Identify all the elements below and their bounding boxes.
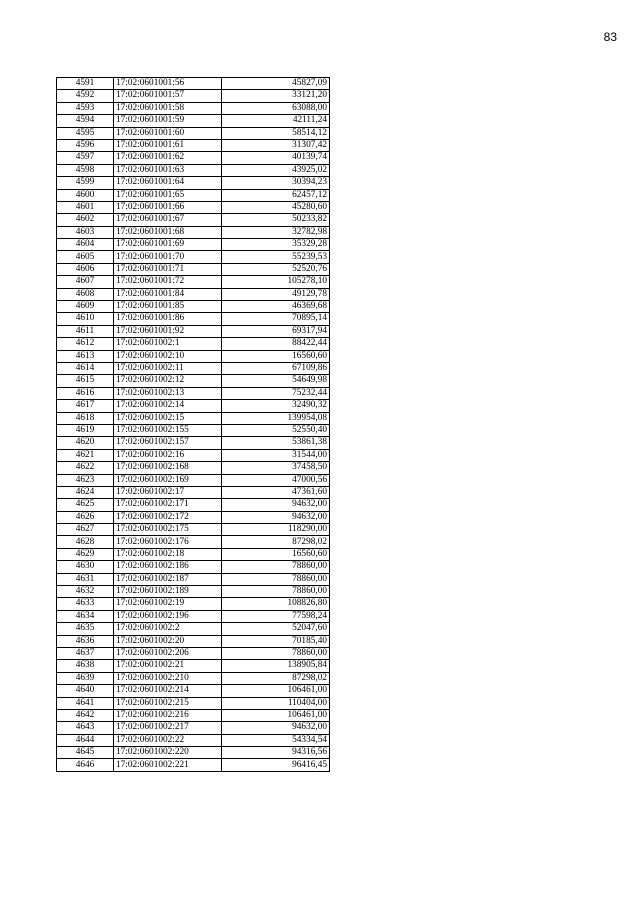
cadastral-number-cell: 17:02:0601002:216 — [114, 709, 222, 721]
cadastral-number-cell: 17:02:0601001:66 — [114, 201, 222, 213]
cadastral-value-cell: 58514,12 — [222, 127, 330, 139]
row-number-cell: 4609 — [57, 301, 114, 313]
cadastral-number-cell: 17:02:0601001:62 — [114, 152, 222, 164]
cadastral-number-cell: 17:02:0601002:17 — [114, 486, 222, 498]
cadastral-number-cell: 17:02:0601002:187 — [114, 573, 222, 585]
row-number-cell: 4622 — [57, 462, 114, 474]
table-row — [57, 548, 330, 560]
cadastral-number-cell: 17:02:0601001:65 — [114, 189, 222, 201]
cadastral-value-cell: 47361,60 — [222, 486, 330, 498]
table-row — [57, 709, 330, 721]
cadastral-number-cell: 17:02:0601002:22 — [114, 734, 222, 746]
table-row — [57, 251, 330, 263]
cadastral-value-cell: 54334,54 — [222, 734, 330, 746]
row-number-cell: 4627 — [57, 524, 114, 536]
table-row — [57, 424, 330, 436]
cadastral-number-cell: 17:02:0601001:72 — [114, 276, 222, 288]
table-row — [57, 610, 330, 622]
row-number-cell: 4591 — [57, 78, 114, 90]
cadastral-number-cell: 17:02:0601002:11 — [114, 362, 222, 374]
row-number-cell: 4619 — [57, 424, 114, 436]
table-row — [57, 189, 330, 201]
row-number-cell: 4640 — [57, 685, 114, 697]
row-number-cell: 4635 — [57, 623, 114, 635]
row-number-cell: 4615 — [57, 375, 114, 387]
cadastral-value-cell: 105278,10 — [222, 276, 330, 288]
cadastral-value-cell: 42111,24 — [222, 115, 330, 127]
row-number-cell: 4601 — [57, 201, 114, 213]
cadastral-number-cell: 17:02:0601002:15 — [114, 412, 222, 424]
row-number-cell: 4592 — [57, 90, 114, 102]
row-number-cell: 4632 — [57, 586, 114, 598]
table-row — [57, 350, 330, 362]
table-row — [57, 759, 330, 771]
cadastral-number-cell: 17:02:0601002:19 — [114, 598, 222, 610]
row-number-cell: 4623 — [57, 474, 114, 486]
cadastral-value-cell: 138905,84 — [222, 660, 330, 672]
row-number-cell: 4633 — [57, 598, 114, 610]
cadastral-number-cell: 17:02:0601002:16 — [114, 449, 222, 461]
cadastral-value-cell: 77598,24 — [222, 610, 330, 622]
table-row — [57, 586, 330, 598]
cadastral-value-cell: 139954,08 — [222, 412, 330, 424]
row-number-cell: 4618 — [57, 412, 114, 424]
table-row — [57, 449, 330, 461]
cadastral-number-cell: 17:02:0601002:169 — [114, 474, 222, 486]
cadastral-value-cell: 45280,60 — [222, 201, 330, 213]
row-number-cell: 4625 — [57, 499, 114, 511]
row-number-cell: 4614 — [57, 362, 114, 374]
cadastral-number-cell: 17:02:0601002:155 — [114, 424, 222, 436]
cadastral-value-cell: 75232,44 — [222, 387, 330, 399]
cadastral-value-cell: 47000,56 — [222, 474, 330, 486]
table-row — [57, 362, 330, 374]
row-number-cell: 4646 — [57, 759, 114, 771]
cadastral-value-cell: 78860,00 — [222, 561, 330, 573]
row-number-cell: 4638 — [57, 660, 114, 672]
row-number-cell: 4630 — [57, 561, 114, 573]
table-row — [57, 338, 330, 350]
cadastral-number-cell: 17:02:0601001:63 — [114, 164, 222, 176]
cadastral-number-cell: 17:02:0601002:14 — [114, 400, 222, 412]
cadastral-number-cell: 17:02:0601002:186 — [114, 561, 222, 573]
row-number-cell: 4604 — [57, 239, 114, 251]
cadastral-number-cell: 17:02:0601002:196 — [114, 610, 222, 622]
cadastral-number-cell: 17:02:0601002:221 — [114, 759, 222, 771]
table-row — [57, 536, 330, 548]
cadastral-value-cell: 94632,00 — [222, 722, 330, 734]
cadastral-value-cell: 63088,00 — [222, 102, 330, 114]
table-row — [57, 462, 330, 474]
cadastral-number-cell: 17:02:0601002:2 — [114, 623, 222, 635]
table-row — [57, 486, 330, 498]
row-number-cell: 4641 — [57, 697, 114, 709]
cadastral-value-cell: 87298,02 — [222, 672, 330, 684]
table-row — [57, 313, 330, 325]
cadastral-value-cell: 62457,12 — [222, 189, 330, 201]
cadastral-value-cell: 49129,78 — [222, 288, 330, 300]
table-row — [57, 474, 330, 486]
cadastral-value-cell: 52047,60 — [222, 623, 330, 635]
cadastral-value-cell: 106461,00 — [222, 709, 330, 721]
table-row — [57, 387, 330, 399]
cadastral-value-cell: 30394,23 — [222, 177, 330, 189]
cadastral-number-cell: 17:02:0601002:20 — [114, 635, 222, 647]
row-number-cell: 4595 — [57, 127, 114, 139]
cadastral-value-cell: 94632,00 — [222, 499, 330, 511]
row-number-cell: 4639 — [57, 672, 114, 684]
table-row — [57, 437, 330, 449]
table-row — [57, 647, 330, 659]
cadastral-number-cell: 17:02:0601002:215 — [114, 697, 222, 709]
row-number-cell: 4643 — [57, 722, 114, 734]
table-row — [57, 214, 330, 226]
cadastral-number-cell: 17:02:0601001:56 — [114, 78, 222, 90]
cadastral-value-cell: 87298,02 — [222, 536, 330, 548]
cadastral-number-cell: 17:02:0601001:60 — [114, 127, 222, 139]
cadastral-number-cell: 17:02:0601001:85 — [114, 301, 222, 313]
cadastral-number-cell: 17:02:0601002:206 — [114, 647, 222, 659]
cadastral-value-cell: 40139,74 — [222, 152, 330, 164]
table-row — [57, 78, 330, 90]
cadastral-number-cell: 17:02:0601002:171 — [114, 499, 222, 511]
cadastral-value-table — [56, 77, 330, 772]
row-number-cell: 4598 — [57, 164, 114, 176]
row-number-cell: 4613 — [57, 350, 114, 362]
table-row — [57, 524, 330, 536]
table-row — [57, 734, 330, 746]
cadastral-number-cell: 17:02:0601001:64 — [114, 177, 222, 189]
row-number-cell: 4605 — [57, 251, 114, 263]
cadastral-number-cell: 17:02:0601001:67 — [114, 214, 222, 226]
cadastral-value-cell: 94632,00 — [222, 511, 330, 523]
cadastral-value-cell: 94316,56 — [222, 747, 330, 759]
cadastral-value-cell: 31544,00 — [222, 449, 330, 461]
table-row — [57, 598, 330, 610]
row-number-cell: 4606 — [57, 263, 114, 275]
row-number-cell: 4600 — [57, 189, 114, 201]
cadastral-value-cell: 50233,82 — [222, 214, 330, 226]
cadastral-number-cell: 17:02:0601002:189 — [114, 586, 222, 598]
table-row — [57, 375, 330, 387]
table-row — [57, 685, 330, 697]
cadastral-value-cell: 110404,00 — [222, 697, 330, 709]
row-number-cell: 4611 — [57, 325, 114, 337]
row-number-cell: 4626 — [57, 511, 114, 523]
cadastral-value-cell: 37458,50 — [222, 462, 330, 474]
table-row — [57, 511, 330, 523]
table-row — [57, 226, 330, 238]
cadastral-number-cell: 17:02:0601002:217 — [114, 722, 222, 734]
table-row — [57, 239, 330, 251]
cadastral-value-cell: 16560,60 — [222, 548, 330, 560]
cadastral-value-cell: 67109,86 — [222, 362, 330, 374]
table-row — [57, 697, 330, 709]
table-row — [57, 276, 330, 288]
cadastral-number-cell: 17:02:0601002:176 — [114, 536, 222, 548]
row-number-cell: 4645 — [57, 747, 114, 759]
cadastral-value-cell: 53861,38 — [222, 437, 330, 449]
table-row — [57, 573, 330, 585]
cadastral-value-cell: 32490,32 — [222, 400, 330, 412]
cadastral-value-cell: 31307,42 — [222, 139, 330, 151]
cadastral-value-cell: 106461,00 — [222, 685, 330, 697]
page-number: 83 — [603, 30, 617, 44]
cadastral-value-cell: 43925,02 — [222, 164, 330, 176]
table-row — [57, 164, 330, 176]
row-number-cell: 4642 — [57, 709, 114, 721]
cadastral-number-cell: 17:02:0601001:69 — [114, 239, 222, 251]
cadastral-number-cell: 17:02:0601001:68 — [114, 226, 222, 238]
cadastral-number-cell: 17:02:0601001:86 — [114, 313, 222, 325]
row-number-cell: 4610 — [57, 313, 114, 325]
row-number-cell: 4602 — [57, 214, 114, 226]
table-row — [57, 301, 330, 313]
table-row — [57, 400, 330, 412]
cadastral-value-cell: 16560,60 — [222, 350, 330, 362]
table-body — [57, 78, 330, 772]
cadastral-number-cell: 17:02:0601001:59 — [114, 115, 222, 127]
cadastral-number-cell: 17:02:0601002:18 — [114, 548, 222, 560]
cadastral-number-cell: 17:02:0601001:84 — [114, 288, 222, 300]
cadastral-value-cell: 70185,40 — [222, 635, 330, 647]
cadastral-value-cell: 69317,94 — [222, 325, 330, 337]
cadastral-number-cell: 17:02:0601002:1 — [114, 338, 222, 350]
row-number-cell: 4603 — [57, 226, 114, 238]
row-number-cell: 4631 — [57, 573, 114, 585]
row-number-cell: 4634 — [57, 610, 114, 622]
row-number-cell: 4599 — [57, 177, 114, 189]
row-number-cell: 4594 — [57, 115, 114, 127]
table-row — [57, 672, 330, 684]
cadastral-value-cell: 35329,28 — [222, 239, 330, 251]
cadastral-value-cell: 46369,68 — [222, 301, 330, 313]
table-row — [57, 325, 330, 337]
table-row — [57, 152, 330, 164]
table-row — [57, 722, 330, 734]
row-number-cell: 4597 — [57, 152, 114, 164]
cadastral-number-cell: 17:02:0601001:71 — [114, 263, 222, 275]
table-row — [57, 115, 330, 127]
table-row — [57, 201, 330, 213]
cadastral-number-cell: 17:02:0601001:92 — [114, 325, 222, 337]
cadastral-value-cell: 32782,98 — [222, 226, 330, 238]
table-row — [57, 288, 330, 300]
table-row — [57, 412, 330, 424]
cadastral-value-cell: 96416,45 — [222, 759, 330, 771]
row-number-cell: 4617 — [57, 400, 114, 412]
cadastral-number-cell: 17:02:0601002:214 — [114, 685, 222, 697]
table-row — [57, 177, 330, 189]
cadastral-number-cell: 17:02:0601002:12 — [114, 375, 222, 387]
cadastral-number-cell: 17:02:0601002:157 — [114, 437, 222, 449]
row-number-cell: 4644 — [57, 734, 114, 746]
row-number-cell: 4624 — [57, 486, 114, 498]
row-number-cell: 4637 — [57, 647, 114, 659]
cadastral-number-cell: 17:02:0601001:58 — [114, 102, 222, 114]
cadastral-number-cell: 17:02:0601002:210 — [114, 672, 222, 684]
cadastral-value-cell: 108826,80 — [222, 598, 330, 610]
table-row — [57, 263, 330, 275]
cadastral-number-cell: 17:02:0601002:172 — [114, 511, 222, 523]
cadastral-number-cell: 17:02:0601002:220 — [114, 747, 222, 759]
row-number-cell: 4596 — [57, 139, 114, 151]
cadastral-number-cell: 17:02:0601002:21 — [114, 660, 222, 672]
table-row — [57, 561, 330, 573]
cadastral-number-cell: 17:02:0601002:10 — [114, 350, 222, 362]
cadastral-value-cell: 78860,00 — [222, 647, 330, 659]
table-row — [57, 127, 330, 139]
cadastral-value-cell: 52520,76 — [222, 263, 330, 275]
cadastral-value-cell: 45827,09 — [222, 78, 330, 90]
cadastral-value-cell: 55239,53 — [222, 251, 330, 263]
cadastral-value-cell: 88422,44 — [222, 338, 330, 350]
cadastral-number-cell: 17:02:0601002:13 — [114, 387, 222, 399]
cadastral-value-cell: 78860,00 — [222, 586, 330, 598]
cadastral-number-cell: 17:02:0601002:175 — [114, 524, 222, 536]
table-row — [57, 90, 330, 102]
cadastral-value-cell: 78860,00 — [222, 573, 330, 585]
row-number-cell: 4636 — [57, 635, 114, 647]
table-row — [57, 635, 330, 647]
row-number-cell: 4607 — [57, 276, 114, 288]
cadastral-number-cell: 17:02:0601001:61 — [114, 139, 222, 151]
cadastral-value-cell: 70895,14 — [222, 313, 330, 325]
row-number-cell: 4629 — [57, 548, 114, 560]
row-number-cell: 4593 — [57, 102, 114, 114]
cadastral-number-cell: 17:02:0601001:70 — [114, 251, 222, 263]
table-row — [57, 499, 330, 511]
table-row — [57, 660, 330, 672]
row-number-cell: 4608 — [57, 288, 114, 300]
table-row — [57, 102, 330, 114]
table-row — [57, 139, 330, 151]
cadastral-value-cell: 54649,98 — [222, 375, 330, 387]
cadastral-value-cell: 52550,40 — [222, 424, 330, 436]
row-number-cell: 4620 — [57, 437, 114, 449]
cadastral-number-cell: 17:02:0601001:57 — [114, 90, 222, 102]
cadastral-number-cell: 17:02:0601002:168 — [114, 462, 222, 474]
table-row — [57, 623, 330, 635]
row-number-cell: 4628 — [57, 536, 114, 548]
cadastral-value-cell: 118290,00 — [222, 524, 330, 536]
cadastral-value-cell: 33121,20 — [222, 90, 330, 102]
table-row — [57, 747, 330, 759]
row-number-cell: 4616 — [57, 387, 114, 399]
row-number-cell: 4621 — [57, 449, 114, 461]
row-number-cell: 4612 — [57, 338, 114, 350]
